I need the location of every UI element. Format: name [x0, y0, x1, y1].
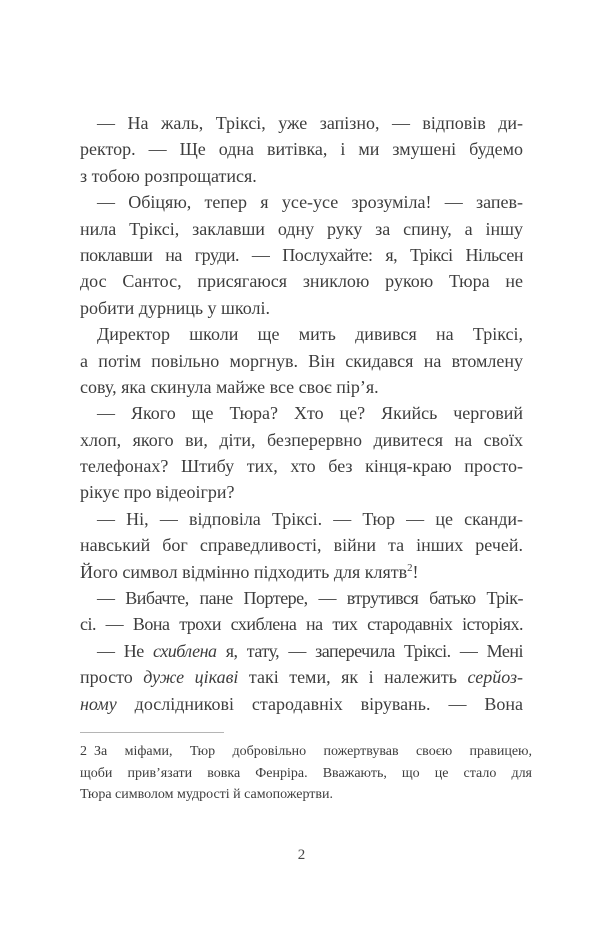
text-segment: 2 За міфами, Тюр добровільно пожертвував своєю правицею, [80, 744, 532, 759]
text-segment: такі теми, як і належить [238, 667, 468, 688]
text-line [80, 163, 523, 189]
text-segment: — Не [97, 640, 153, 661]
text-segment: з тобою розпрощатися. [80, 165, 257, 186]
footnote-text [80, 741, 532, 806]
text-segment: телефонах? Штибу тих, хто без кінця-краю просто- [80, 456, 523, 477]
text-line [80, 585, 523, 611]
text-line [80, 479, 523, 505]
text-segment: — На жаль, Тріксі, уже запізно, — відповів ди- [97, 113, 523, 133]
text-line [80, 348, 523, 374]
footnote-line [80, 763, 532, 785]
paragraph [80, 585, 523, 638]
text-segment: а потім повільно моргнув. Він скидався на втомлену [80, 350, 523, 371]
text-segment: — Якого ще Тюра? Хто це? Якийсь черговий [97, 403, 523, 424]
text-segment: Його символ відмінно підходить для клятв [80, 561, 408, 582]
text-line [80, 110, 523, 136]
text-line [80, 638, 523, 664]
footnote-reference: 2 [407, 561, 413, 574]
text-segment: Тюра символом мудрості й самопожертви. [80, 787, 334, 802]
text-line [80, 242, 523, 268]
text-line [80, 295, 523, 321]
text-line [80, 189, 523, 215]
text-line [80, 611, 523, 637]
text-line [80, 559, 523, 585]
text-segment: робити дурниць у школі. [80, 297, 270, 318]
text-segment: поклавши на груди. — Послухайте: я, Тріксі Нільсен [80, 244, 523, 265]
italic-text: ному [80, 693, 117, 714]
text-line [80, 453, 523, 479]
paragraph [80, 506, 523, 585]
text-line [80, 532, 523, 558]
text-line [80, 136, 523, 162]
text-segment: — Обіцяю, тепер я усе-усе зрозуміла! — запев- [97, 192, 523, 213]
italic-text: схиблена [152, 640, 217, 661]
text-segment: просто [80, 667, 144, 688]
text-line [80, 216, 523, 242]
paragraph [80, 189, 523, 321]
text-line [80, 268, 523, 294]
text-line [80, 400, 523, 426]
text-line [80, 691, 523, 717]
text-segment: — Вибачте, пане Портере, — втрутився батько Трік- [97, 588, 523, 609]
paragraph [80, 110, 523, 189]
text-segment: я, тату, — заперечила Тріксі. — Мені [216, 640, 523, 661]
footnote-line [80, 741, 532, 763]
italic-text: дуже цікаві [143, 667, 239, 688]
italic-text: серйоз- [467, 667, 523, 688]
text-line [80, 321, 523, 347]
text-line [80, 374, 523, 400]
text-segment: ! [412, 561, 419, 582]
text-segment: — Ні, — відповіла Тріксі. — Тюр — це сканди- [97, 508, 523, 529]
text-segment: щоби прив’язати вовка Фенріра. Вважають, що це стало для [80, 765, 532, 781]
paragraph [80, 321, 523, 400]
footnote-separator [80, 732, 224, 733]
text-line [80, 506, 523, 532]
text-segment: навський бог справедливості, війни та інших речей. [80, 535, 523, 556]
text-line [80, 664, 523, 690]
text-segment: дослідникові стародавніх вірувань. — Вона [116, 693, 523, 714]
paragraph [80, 400, 523, 506]
text-segment: сі. — Вона трохи схиблена на тих стародавніх історіях. [80, 614, 523, 635]
text-segment: Директор школи ще мить дивився на Тріксі, [97, 324, 523, 345]
footnote-line [80, 784, 532, 806]
text-segment: сову, яка скинула майже все своє пір’я. [80, 376, 379, 397]
body-text [80, 110, 523, 717]
text-segment: хлоп, якого ви, діти, безперервно дивитеся на своїх [80, 429, 523, 450]
text-segment: ректор. — Ще одна витівка, і ми змушені будемо [80, 139, 523, 160]
paragraph [80, 638, 523, 717]
text-line [80, 427, 523, 453]
text-segment: нила Тріксі, заклавши одну руку за спину, а іншу [80, 218, 523, 239]
text-segment: рікує про відеоігри? [80, 482, 235, 503]
text-segment: дос Сантос, присягаюся зниклою рукою Тюра не [80, 271, 523, 292]
page-number: 2 [297, 847, 306, 863]
